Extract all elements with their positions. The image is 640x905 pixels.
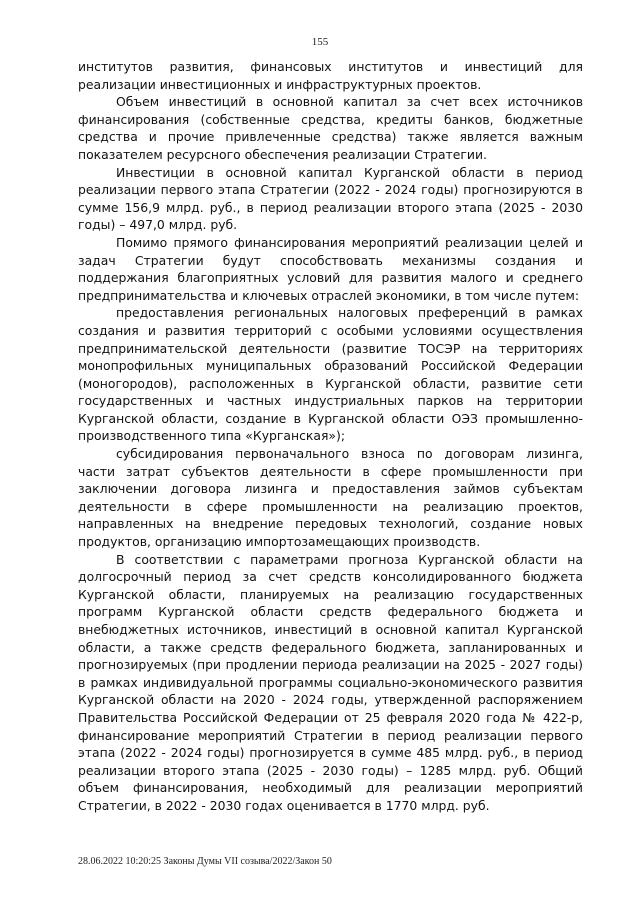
- paragraph-support-mechanisms: Помимо прямого финансирования мероприятий реализации целей и задач Стратегии будут способствовать механизмы создания и поддержания благоприятных условий для развития малого и среднего предпринимательства и ключевых отраслей экономики, в том числе путем:: [78, 234, 583, 303]
- page-number: 155: [311, 36, 329, 48]
- paragraph-investment-volume: Объем инвестиций в основной капитал за счет всех источников финансирования (собственные средства, кредиты банков, бюджетные средства и прочие привлеченные средства) также является важным показателем ресурсного обеспечения реализации Стратегии.: [78, 94, 583, 162]
- paragraph-financing-total: В соответствии с параметрами прогноза Курганской области на долгосрочный период за счет средств консолидированного бюджета Курганской области, планируемых на реализацию государственных программ Курганской области средств федерального бюджета и внебюджетных источников, инвестиций в основной капитал Курганской области, а также средств федерального бюджета, запланированных и прогнозируемых (при продлении периода реализации на 2025 - 2027 годы) в рамках индивидуальной программы социально-экономического развития Курганской области на 2020 - 2024 годы, утвержденной распоряжением Правительства Российской Федерации от 25 февраля 2020 года № 422-р, финансирование мероприятий Стратегии в период реализации первого этапа (2022 - 2024 годы) прогнозируется в сумме 485 млрд. руб., в период реализации второго этапа (2025 - 2030 годы) – 1285 млрд. руб. Общий объем финансирования, необходимый для реализации мероприятий Стратегии, в 2022 - 2030 годах оценивается в 1770 млрд. руб.: [78, 551, 583, 813]
- document-body: [78, 58, 583, 815]
- paragraph-continuation: институтов развития, финансовых институтов и инвестиций для реализации инвестиционных и инфраструктурных проектов.: [78, 59, 583, 92]
- paragraph-tax-preferences: предоставления региональных налоговых преференций в рамках создания и развития территорий с особыми условиями осуществления предпринимательской деятельности (развитие ТОСЭР на территориях монопрофильных муниципальных образований Российской Федерации (моногородов), расположенных в Курганской области, развитие сети государственных и частных индустриальных парков на территории Курганской области, создание в Курганской области ОЭЗ промышленно-производственного типа «Курганская»);: [78, 305, 583, 444]
- paragraph-investment-forecast: Инвестиции в основной капитал Курганской области в период реализации первого этапа Стратегии (2022 - 2024 годы) прогнозируются в сумме 156,9 млрд. руб., в период реализации второго этапа (2025 - 2030 годы) – 497,0 млрд. руб.: [78, 164, 583, 233]
- document-footer: 28.06.2022 10:20:25 Законы Думы VII созыва/2022/Закон 50: [78, 856, 332, 867]
- paragraph-leasing-subsidies: субсидирования первоначального взноса по договорам лизинга, части затрат субъектов деятельности в сфере промышленности при заключении договора лизинга и предоставления займов субъектам деятельности в сфере промышленности на реализацию проектов, направленных на внедрение передовых технологий, создание новых продуктов, организацию импортозамещающих производств.: [78, 446, 583, 550]
